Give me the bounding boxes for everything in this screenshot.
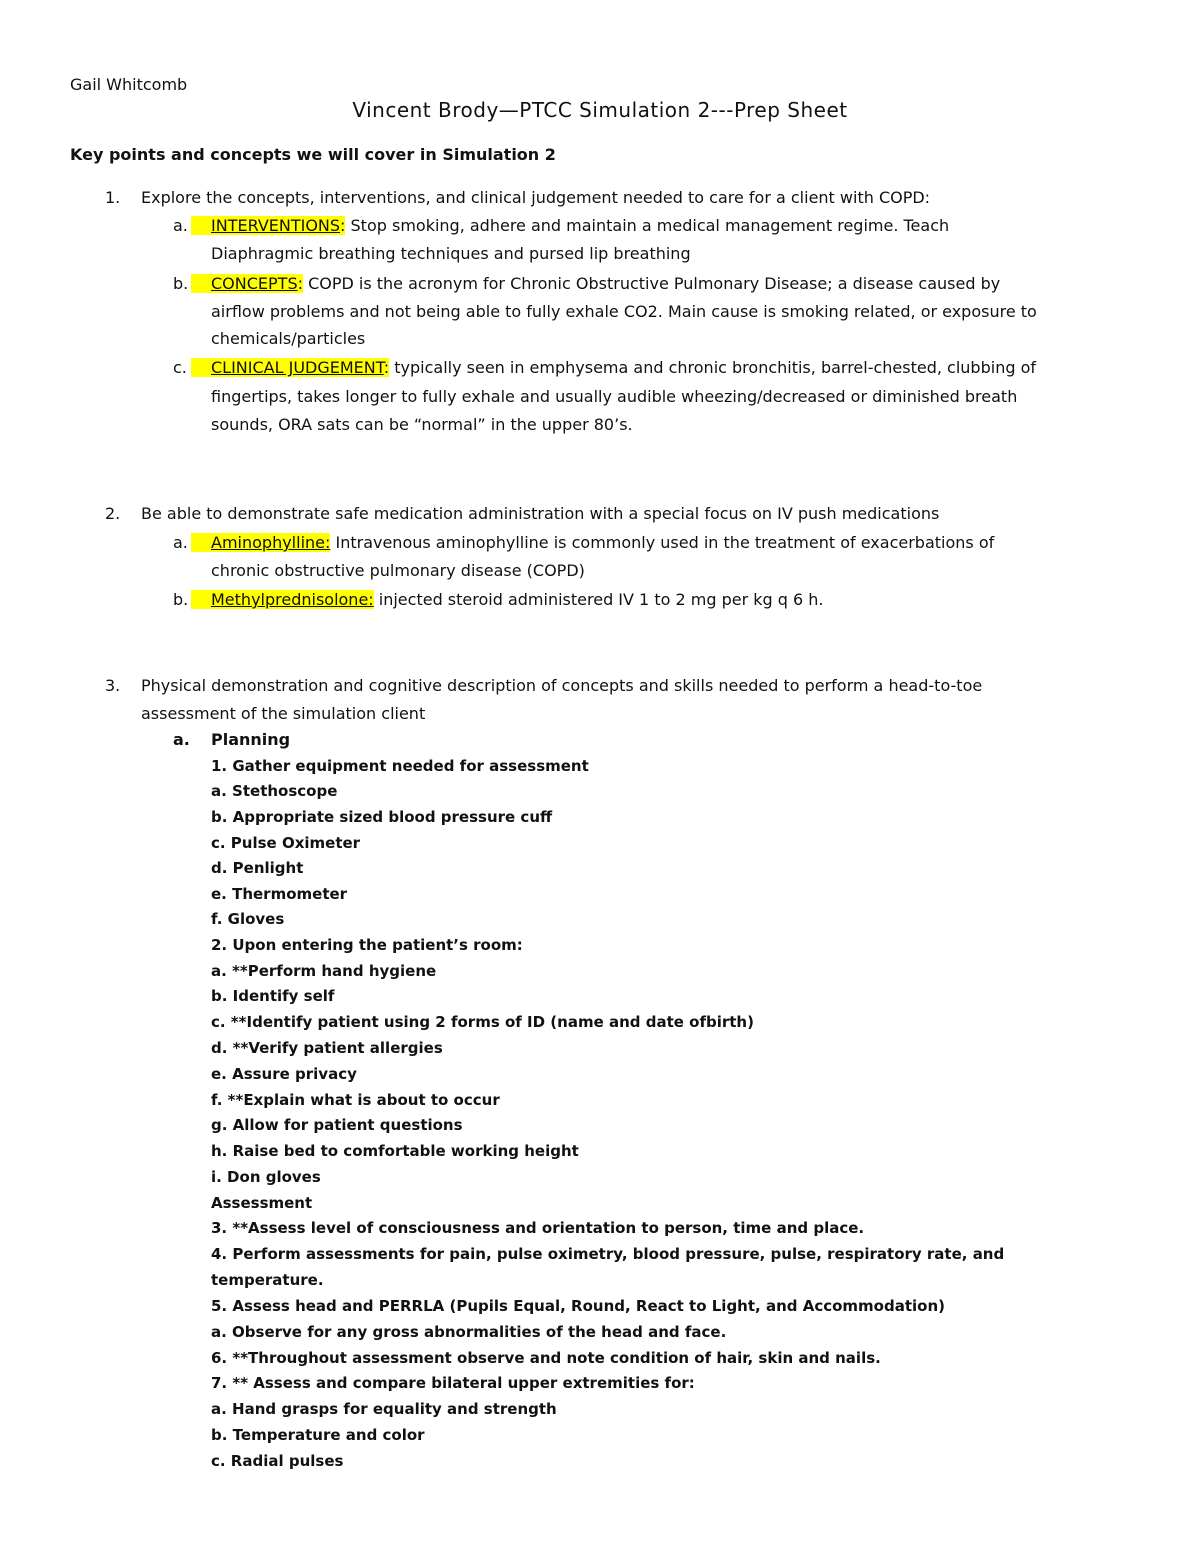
assessment-step: c. Radial pulses bbox=[211, 1452, 344, 1470]
assessment-step: i. Don gloves bbox=[211, 1168, 321, 1186]
subitem-first-line: Methylprednisolone: injected steroid administered IV 1 to 2 mg per kg q 6 h. bbox=[191, 588, 823, 612]
subitem-first-line: INTERVENTIONS: Stop smoking, adhere and maintain a medical management regime. Teach bbox=[191, 214, 949, 238]
assessment-step: b. Identify self bbox=[211, 987, 335, 1005]
assessment-step: c. Pulse Oximeter bbox=[211, 834, 361, 852]
assessment-step: temperature. bbox=[211, 1271, 324, 1289]
assessment-step: f. Gloves bbox=[211, 910, 285, 928]
assessment-step: a. Observe for any gross abnormalities of the head and face. bbox=[211, 1323, 727, 1341]
item-text: assessment of the simulation client bbox=[141, 704, 426, 723]
subitem-first-line: CLINICAL JUDGEMENT: typically seen in emphysema and chronic bronchitis, barrel-chested, clubbing of bbox=[191, 356, 1036, 380]
assessment-step: Assessment bbox=[211, 1194, 313, 1212]
assessment-step: a. Hand grasps for equality and strength bbox=[211, 1400, 557, 1418]
subitem-letter: c. bbox=[173, 358, 187, 377]
item-number: 1. bbox=[105, 188, 121, 207]
assessment-step: b. Temperature and color bbox=[211, 1426, 425, 1444]
assessment-step: 5. Assess head and PERRLA (Pupils Equal, Round, React to Light, and Accommodation) bbox=[211, 1297, 945, 1315]
subitem-text: airflow problems and not being able to fully exhale CO2. Main cause is smoking related, or exposure to bbox=[211, 302, 1037, 321]
assessment-step: a. **Perform hand hygiene bbox=[211, 962, 437, 980]
subitem-letter: a. bbox=[173, 533, 188, 552]
assessment-step: 6. **Throughout assessment observe and note condition of hair, skin and nails. bbox=[211, 1349, 881, 1367]
author-name: Gail Whitcomb bbox=[70, 75, 188, 94]
subitem-letter: a. bbox=[173, 730, 190, 749]
highlighted-label: CLINICAL JUDGEMENT bbox=[211, 358, 384, 377]
subitem-text: Diaphragmic breathing techniques and pursed lip breathing bbox=[211, 244, 691, 263]
subitem-label: Planning bbox=[211, 730, 291, 749]
highlighted-label: CONCEPTS bbox=[211, 274, 298, 293]
subitem-first-line: Aminophylline: Intravenous aminophylline is commonly used in the treatment of exacerbations of bbox=[191, 531, 994, 555]
item-text: Be able to demonstrate safe medication administration with a special focus on IV push medications bbox=[141, 504, 940, 523]
assessment-step: 7. ** Assess and compare bilateral upper extremities for: bbox=[211, 1374, 695, 1392]
subitem-text: chronic obstructive pulmonary disease (COPD) bbox=[211, 561, 585, 580]
assessment-step: e. Thermometer bbox=[211, 885, 348, 903]
subitem-letter: a. bbox=[173, 216, 188, 235]
assessment-step: b. Appropriate sized blood pressure cuff bbox=[211, 808, 553, 826]
subitem-text: chemicals/particles bbox=[211, 329, 366, 348]
assessment-step: 1. Gather equipment needed for assessment bbox=[211, 757, 589, 775]
subitem-first-line: CONCEPTS: COPD is the acronym for Chronic Obstructive Pulmonary Disease; a disease caused by bbox=[191, 272, 1000, 296]
assessment-step: d. Penlight bbox=[211, 859, 304, 877]
document-title: Vincent Brody—PTCC Simulation 2---Prep Sheet bbox=[352, 98, 848, 122]
assessment-step: c. **Identify patient using 2 forms of ID (name and date ofbirth) bbox=[211, 1013, 754, 1031]
highlighted-label: Aminophylline: bbox=[211, 533, 331, 552]
subitem-letter: b. bbox=[173, 590, 189, 609]
item-text: Explore the concepts, interventions, and clinical judgement needed to care for a client with COPD: bbox=[141, 188, 931, 207]
assessment-step: h. Raise bed to comfortable working height bbox=[211, 1142, 579, 1160]
subitem-letter: b. bbox=[173, 274, 189, 293]
subitem-text: sounds, ORA sats can be “normal” in the upper 80’s. bbox=[211, 415, 633, 434]
assessment-step: 2. Upon entering the patient’s room: bbox=[211, 936, 523, 954]
subitem-text: fingertips, takes longer to fully exhale and usually audible wheezing/decreased or diminished breath bbox=[211, 387, 1018, 406]
assessment-step: a. Stethoscope bbox=[211, 782, 338, 800]
assessment-step: f. **Explain what is about to occur bbox=[211, 1091, 500, 1109]
item-number: 2. bbox=[105, 504, 121, 523]
assessment-step: 4. Perform assessments for pain, pulse oximetry, blood pressure, pulse, respiratory rate, and bbox=[211, 1245, 1005, 1263]
assessment-step: 3. **Assess level of consciousness and orientation to person, time and place. bbox=[211, 1219, 865, 1237]
highlighted-label: INTERVENTIONS bbox=[211, 216, 341, 235]
assessment-step: d. **Verify patient allergies bbox=[211, 1039, 443, 1057]
item-text: Physical demonstration and cognitive description of concepts and skills needed to perform a head-to-toe bbox=[141, 676, 983, 695]
key-points-heading: Key points and concepts we will cover in Simulation 2 bbox=[70, 145, 556, 164]
assessment-step: e. Assure privacy bbox=[211, 1065, 357, 1083]
assessment-step: g. Allow for patient questions bbox=[211, 1116, 463, 1134]
highlighted-label: Methylprednisolone: bbox=[211, 590, 374, 609]
item-number: 3. bbox=[105, 676, 121, 695]
